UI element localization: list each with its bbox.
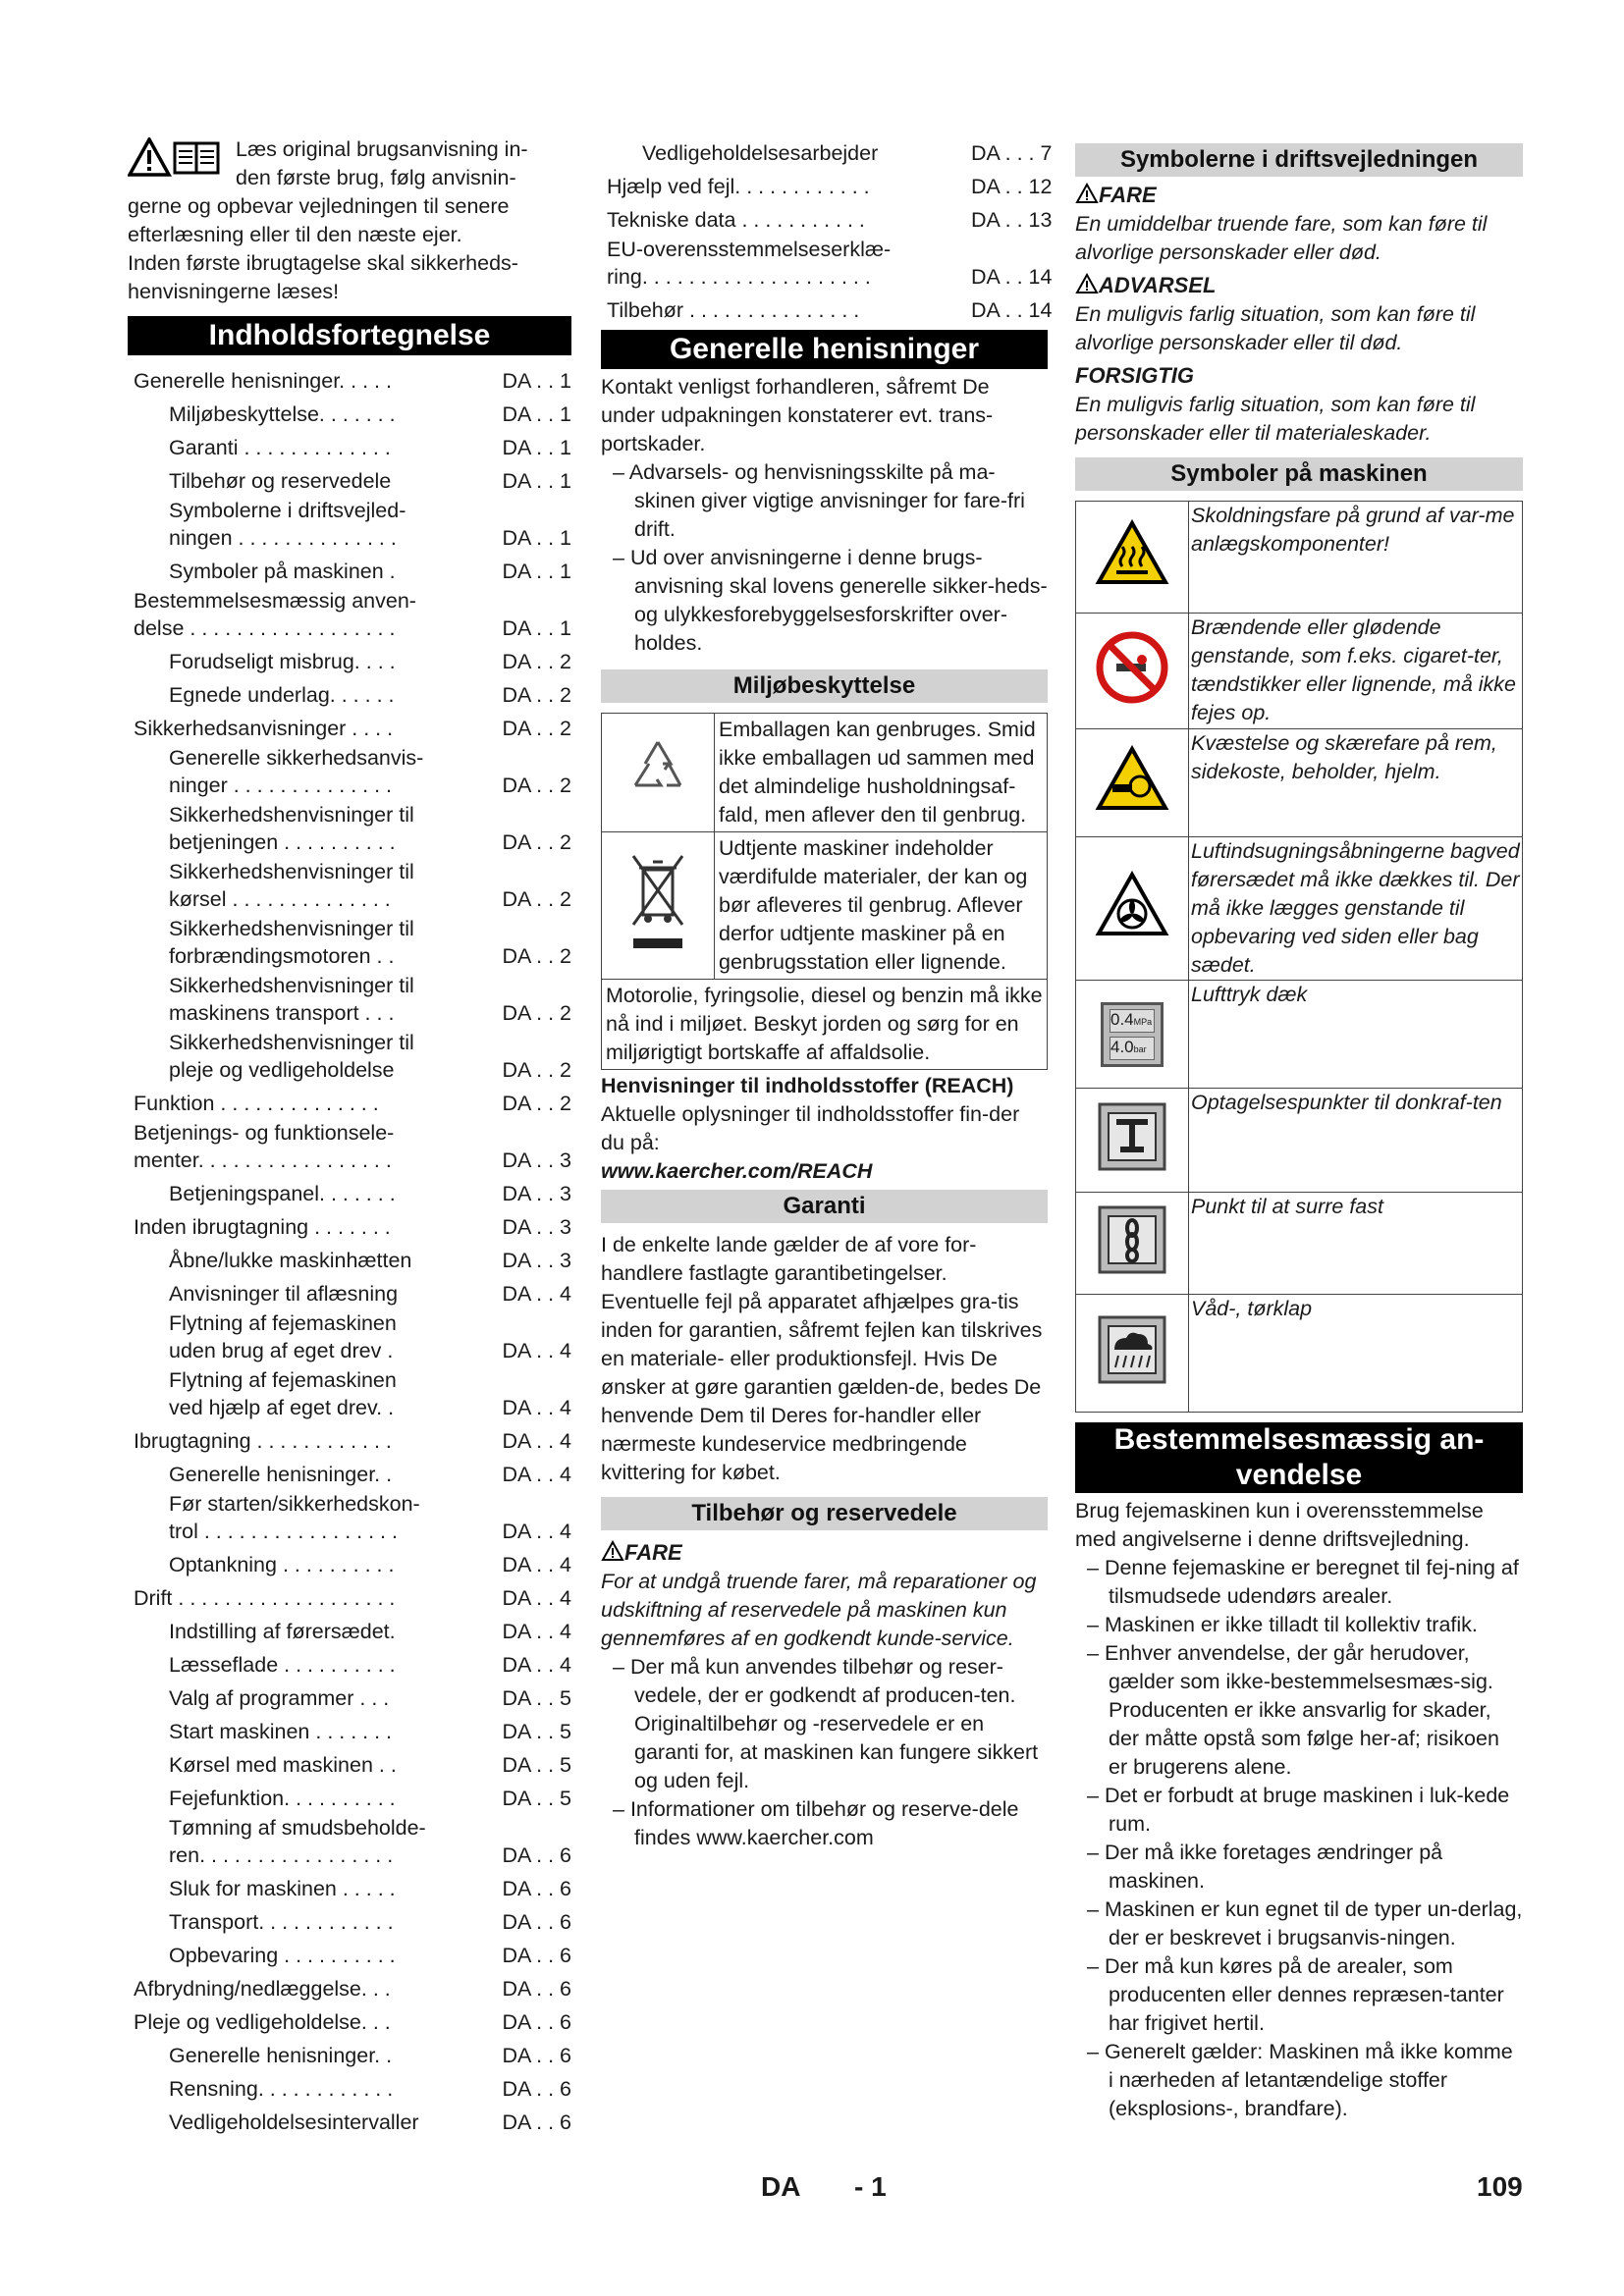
fare-text-label: FARE bbox=[1099, 183, 1157, 207]
toc-entry-line: Generelle henisninger. . bbox=[169, 2044, 393, 2067]
garanti-title: Garanti bbox=[601, 1190, 1048, 1223]
pressure-bar: 4.0 bbox=[1110, 1037, 1134, 1056]
toc-entry-page: DA . . 6 bbox=[502, 2077, 571, 2101]
list-item: – Det er forbudt at bruge maskinen i luk-kede rum. bbox=[1075, 1782, 1523, 1839]
toc-entry-line: Før starten/sikkerhedskon- bbox=[169, 1492, 420, 1516]
toc-entry-page: DA . . 5 bbox=[502, 1753, 571, 1777]
toc-entry-title bbox=[128, 681, 495, 709]
toc-entry-line: pleje og vedligeholdelse bbox=[169, 1058, 395, 1082]
column-middle bbox=[601, 135, 1053, 1852]
toc-entry[interactable] bbox=[128, 642, 571, 675]
tilbehor-title: Tilbehør og reservedele bbox=[601, 1497, 1048, 1530]
toc-entry-title bbox=[128, 467, 495, 495]
toc-entry-line: Flytning af fejemaskinen bbox=[169, 1368, 397, 1392]
toc-entry-title bbox=[128, 1551, 495, 1578]
toc-entry-line: menter. . . . . . . . . . . . . . . . . bbox=[134, 1148, 392, 1172]
footer-page-local: - 1 bbox=[854, 2171, 887, 2202]
toc-entry-page: DA . . 2 bbox=[502, 774, 571, 797]
toc-entry-line: uden brug af eget drev . bbox=[169, 1339, 394, 1362]
toc-entry-line: Fejefunktion. . . . . . . . . . bbox=[169, 1787, 396, 1810]
toc-entry[interactable] bbox=[128, 1084, 571, 1117]
toc-entry-line: Sikkerhedshenvisninger til bbox=[169, 860, 414, 883]
toc-entry[interactable] bbox=[128, 1364, 571, 1421]
toc-entry[interactable] bbox=[128, 709, 571, 742]
toc-entry-page: DA . . 3 bbox=[502, 1249, 571, 1272]
toc-entry-line: Vedligeholdelsesintervaller bbox=[169, 2110, 419, 2134]
toc-entry[interactable] bbox=[601, 167, 1053, 200]
toc-entry-line: Tilbehør og reservedele bbox=[169, 469, 392, 493]
toc-entry-page: DA . . 6 bbox=[502, 1877, 571, 1900]
toc-entry-title bbox=[128, 2109, 495, 2136]
toc-entry-title bbox=[128, 858, 495, 913]
sym-row2: Brændende eller glødende genstande, som f.eks. cigaret-ter, tændstikker eller lignende, må ikke fejes op. bbox=[1189, 614, 1523, 729]
toc-entry[interactable] bbox=[128, 1241, 571, 1274]
fare-text: En umiddelbar truende fare, som kan føre til alvorlige personskader eller død. bbox=[1075, 212, 1488, 264]
toc-entry-page: DA . . 6 bbox=[502, 1843, 571, 1867]
toc-entry[interactable] bbox=[128, 1578, 571, 1612]
toc-entry-title bbox=[128, 1975, 495, 2002]
no-burning-objects-icon bbox=[1076, 614, 1189, 729]
pressure-bar-unit: bar bbox=[1133, 1043, 1147, 1054]
toc-entry-line: ring. . . . . . . . . . . . . . . . . . . . bbox=[607, 265, 871, 289]
toc-entry-page: DA . . 6 bbox=[502, 2010, 571, 2034]
toc-entry-page: DA . . 6 bbox=[502, 1910, 571, 1934]
toc-entry-line: Afbrydning/nedlæggelse. . . bbox=[134, 1977, 391, 2001]
table-of-contents-cont bbox=[601, 133, 1053, 324]
toc-entry-line: Pleje og vedligeholdelse. . . bbox=[134, 2010, 391, 2034]
miljo-title: Miljøbeskyttelse bbox=[601, 669, 1048, 703]
reach-text: Aktuelle oplysninger til indholdsstoffer fin-der du på: bbox=[601, 1102, 1020, 1154]
bestemmelse-text: Brug fejemaskinen kun i overensstemmelse med angivelserne i denne driftsvejledning. bbox=[1075, 1499, 1484, 1551]
toc-entry-page: DA . . 5 bbox=[502, 1686, 571, 1710]
toc-entry[interactable] bbox=[128, 742, 571, 799]
toc-entry-title bbox=[128, 2075, 495, 2103]
symbolerne-title: Symbolerne i driftsvejledningen bbox=[1075, 143, 1523, 177]
tire-pressure-icon bbox=[1076, 981, 1189, 1089]
toc-entry-line: Symbolerne i driftsvejled- bbox=[169, 499, 406, 522]
toc-entry-line: Miljøbeskyttelse. . . . . . . bbox=[169, 402, 396, 426]
toc-entry-title bbox=[601, 296, 971, 324]
toc-entry-line: Betjenings- og funktionsele- bbox=[134, 1121, 395, 1145]
toc-entry-page: DA . . 3 bbox=[502, 1215, 571, 1239]
wet-dry-flap-icon bbox=[1076, 1295, 1189, 1413]
toc-entry-line: Bestemmelsesmæssig anven- bbox=[134, 589, 416, 613]
maskinen-title: Symboler på maskinen bbox=[1075, 457, 1523, 491]
fare-label bbox=[1075, 181, 1523, 210]
toc-entry-title bbox=[601, 139, 971, 167]
toc-entry[interactable] bbox=[128, 495, 571, 552]
toc-entry[interactable] bbox=[128, 1207, 571, 1241]
toc-entry-title bbox=[128, 1684, 495, 1712]
column-left bbox=[128, 135, 571, 2136]
recycle-icon bbox=[602, 714, 715, 832]
toc-entry-page: DA . . 1 bbox=[502, 616, 571, 640]
miljo-row2: Udtjente maskiner indeholder værdifulde materialer, der kan og bør afleveres til genbrug. Aflever derfor udtjente maskiner på en genbrugsstation eller lignende. bbox=[715, 832, 1048, 980]
toc-entry-line: Tømning af smudsbeholde- bbox=[169, 1816, 426, 1840]
toc-entry-page: DA . . 14 bbox=[971, 298, 1053, 322]
pressure-mpa: 0.4 bbox=[1110, 1009, 1134, 1029]
toc-entry-page: DA . . 4 bbox=[502, 1282, 571, 1306]
fan-warning-icon bbox=[1076, 837, 1189, 981]
toc-entry-line: Egnede underlag. . . . . . bbox=[169, 683, 395, 707]
toc-entry[interactable] bbox=[128, 799, 571, 856]
generelle-title: Generelle henisninger bbox=[601, 330, 1048, 369]
toc-entry-page: DA . . 2 bbox=[502, 1001, 571, 1025]
toc-entry[interactable] bbox=[128, 361, 571, 395]
toc-entry-line: Ibrugtagning . . . . . . . . . . . . bbox=[134, 1429, 392, 1453]
intro-text-2: Inden første ibrugtagelse skal sikkerheds-henvisningerne læses! bbox=[128, 251, 518, 303]
toc-entry-title bbox=[128, 1366, 495, 1421]
sym-row1: Skoldningsfare på grund af var-me anlægskomponenter! bbox=[1189, 502, 1523, 614]
sym-row7: Punkt til at surre fast bbox=[1189, 1193, 1523, 1295]
toc-entry[interactable] bbox=[128, 585, 571, 642]
toc-entry[interactable] bbox=[601, 200, 1053, 234]
toc-entry-page: DA . . 5 bbox=[502, 1787, 571, 1810]
toc-entry-page: DA . . 13 bbox=[971, 208, 1053, 232]
toc-entry-title bbox=[128, 2008, 495, 2036]
toc-entry-line: Generelle henisninger. . bbox=[169, 1463, 393, 1486]
toc-entry-page: DA . . 4 bbox=[502, 1586, 571, 1610]
advarsel-text: En muligvis farlig situation, som kan føre til alvorlige personskader eller til død. bbox=[1075, 302, 1476, 354]
toc-entry-title bbox=[128, 1651, 495, 1679]
toc-entry-line: ved hjælp af eget drev. . bbox=[169, 1396, 395, 1419]
toc-entry-line: Generelle sikkerhedsanvis- bbox=[169, 746, 424, 770]
toc-entry-line: Forudseligt misbrug. . . . bbox=[169, 650, 396, 673]
sym-row8: Våd-, tørklap bbox=[1189, 1295, 1523, 1413]
toc-entry-title bbox=[128, 1718, 495, 1745]
toc-entry[interactable] bbox=[128, 552, 571, 585]
toc-entry-line: Start maskinen . . . . . . . bbox=[169, 1720, 393, 1743]
toc-entry-title bbox=[128, 972, 495, 1027]
toc-entry-title bbox=[128, 1090, 495, 1117]
table-of-contents bbox=[128, 361, 571, 2136]
toc-entry-title bbox=[128, 648, 495, 675]
toc-entry[interactable] bbox=[128, 1969, 571, 2002]
toc-entry-title bbox=[601, 206, 971, 234]
pressure-mpa-unit: MPa bbox=[1133, 1016, 1153, 1027]
toc-entry[interactable] bbox=[128, 461, 571, 495]
toc-entry-line: Åbne/lukke maskinhætten bbox=[169, 1249, 412, 1272]
toc-entry[interactable] bbox=[128, 1027, 571, 1084]
list-item: – Der må ikke foretages ændringer på maskinen. bbox=[1075, 1839, 1523, 1896]
hot-surface-icon bbox=[1076, 502, 1189, 614]
toc-entry-page: DA . . 14 bbox=[971, 265, 1053, 289]
toc-entry-line: Sluk for maskinen . . . . . bbox=[169, 1877, 396, 1900]
toc-entry-page: DA . . 2 bbox=[502, 717, 571, 740]
warning-triangle-icon bbox=[1075, 273, 1099, 294]
reach-link[interactable]: www.kaercher.com/REACH bbox=[601, 1159, 873, 1183]
toc-entry-line: Betjeningspanel. . . . . . . bbox=[169, 1182, 396, 1205]
sym-row3: Kvæstelse og skærefare på rem, sidekoste, beholder, hjelm. bbox=[1189, 729, 1523, 837]
toc-entry[interactable] bbox=[128, 913, 571, 970]
toc-entry-page: DA . . 2 bbox=[502, 887, 571, 911]
toc-entry-page: DA . . . 7 bbox=[971, 141, 1053, 165]
toc-entry[interactable] bbox=[128, 1869, 571, 1902]
toc-entry[interactable] bbox=[128, 1679, 571, 1712]
list-item: – Denne fejemaskine er beregnet til fej-ning af tilsmudsede udendørs arealer. bbox=[1075, 1554, 1523, 1611]
toc-entry-line: ren. . . . . . . . . . . . . . . . . bbox=[169, 1843, 394, 1867]
toc-entry[interactable] bbox=[128, 1902, 571, 1936]
list-item: – Der må kun køres på de arealer, som producenten eller dennes repræsen-tanter har frigivet hertil. bbox=[1075, 1952, 1523, 2038]
toc-entry[interactable] bbox=[601, 133, 1053, 167]
toc-entry-title bbox=[128, 1309, 495, 1364]
toc-entry-title bbox=[128, 434, 495, 461]
toc-entry-title bbox=[128, 558, 495, 585]
toc-entry-title bbox=[128, 1584, 495, 1612]
toc-title: Indholdsfortegnelse bbox=[128, 316, 571, 355]
forsigtig-text: En muligvis farlig situation, som kan føre til personskader eller til materialeskader. bbox=[1075, 393, 1476, 445]
toc-entry-page: DA . . 4 bbox=[502, 1553, 571, 1576]
column-right bbox=[1075, 143, 1523, 2123]
intro-line2: den første brug, følg anvisnin- bbox=[236, 166, 516, 189]
toc-entry-page: DA . . 2 bbox=[502, 650, 571, 673]
toc-entry-page: DA . . 3 bbox=[502, 1148, 571, 1172]
toc-entry[interactable] bbox=[128, 1117, 571, 1174]
footer-page-number: 109 bbox=[1477, 2171, 1523, 2202]
list-item: – Maskinen er ikke tilladt til kollektiv trafik. bbox=[1075, 1611, 1523, 1639]
toc-entry-title bbox=[128, 715, 495, 742]
toc-entry-title bbox=[128, 1213, 495, 1241]
list-item: – Advarsels- og henvisningsskilte på ma-skinen giver vigtige anvisninger for fare-fri drift. bbox=[601, 458, 1048, 544]
toc-entry-line: delse . . . . . . . . . . . . . . . . . . bbox=[134, 616, 396, 640]
toc-entry-line: EU-overensstemmelseserklæ- bbox=[607, 238, 892, 261]
toc-entry[interactable] bbox=[128, 428, 571, 461]
toc-entry[interactable] bbox=[128, 1745, 571, 1779]
toc-entry-line: Kørsel med maskinen . . bbox=[169, 1753, 397, 1777]
bestemmelse-list bbox=[1075, 1554, 1523, 2123]
toc-entry-line: Læsseflade . . . . . . . . . . bbox=[169, 1653, 396, 1677]
toc-entry-page: DA . . 4 bbox=[502, 1396, 571, 1419]
toc-entry-page: DA . . 4 bbox=[502, 1620, 571, 1643]
toc-entry[interactable] bbox=[128, 970, 571, 1027]
toc-entry-title bbox=[128, 1942, 495, 1969]
toc-entry-line: Garanti . . . . . . . . . . . . . bbox=[169, 436, 391, 459]
toc-entry[interactable] bbox=[128, 2103, 571, 2136]
tie-down-point-icon bbox=[1076, 1193, 1189, 1295]
toc-entry[interactable] bbox=[128, 1812, 571, 1869]
intro-text: gerne og opbevar vejledningen til senere efterlæsning eller til den næste ejer. bbox=[128, 194, 510, 246]
toc-entry[interactable] bbox=[128, 395, 571, 428]
reach-title: Henvisninger til indholdsstoffer (REACH) bbox=[601, 1074, 1014, 1097]
list-item: – Generelt gælder: Maskinen må ikke komme i nærheden af letantændelige stoffer (eksplosions-, brandfare). bbox=[1075, 2038, 1523, 2123]
tilbehor-list bbox=[601, 1653, 1048, 1852]
toc-entry-title bbox=[128, 1029, 495, 1084]
toc-entry[interactable] bbox=[601, 291, 1053, 324]
toc-entry-title bbox=[128, 497, 495, 552]
footer-lang: DA bbox=[761, 2171, 801, 2202]
toc-entry-page: DA . . 2 bbox=[502, 830, 571, 854]
toc-entry-page: DA . . 1 bbox=[502, 402, 571, 426]
toc-entry[interactable] bbox=[128, 675, 571, 709]
toc-entry-page: DA . . 4 bbox=[502, 1463, 571, 1486]
list-item: – Ud over anvisningerne i denne brugs-anvisning skal lovens generelle sikker-heds- og ulykkesforebyggelsesforskrifter over-holdes. bbox=[601, 544, 1048, 658]
toc-entry-title bbox=[128, 1119, 495, 1174]
list-item: – Informationer om tilbehør og reserve-dele findes www.kaercher.com bbox=[601, 1795, 1048, 1852]
toc-entry-title bbox=[128, 915, 495, 970]
tilbehor-warning-text: For at undgå truende farer, må reparationer og udskiftning af reservedele på maskinen kun gennemføres af en godkendt kunde-service. bbox=[601, 1570, 1037, 1650]
generelle-list bbox=[601, 458, 1048, 658]
toc-entry[interactable] bbox=[128, 856, 571, 913]
toc-entry-title bbox=[128, 1908, 495, 1936]
toc-entry[interactable] bbox=[128, 1455, 571, 1488]
warning-book-icon bbox=[128, 137, 224, 179]
miljo-table bbox=[601, 713, 1048, 1070]
toc-entry-line: ningen . . . . . . . . . . . . . . bbox=[169, 526, 397, 550]
toc-entry-line: Valg af programmer . . . bbox=[169, 1686, 390, 1710]
toc-entry-title bbox=[128, 1461, 495, 1488]
toc-entry[interactable] bbox=[128, 1274, 571, 1308]
toc-entry-line: Flytning af fejemaskinen bbox=[169, 1311, 397, 1335]
toc-entry[interactable] bbox=[128, 1612, 571, 1645]
toc-entry-page: DA . . 1 bbox=[502, 436, 571, 459]
advarsel-text-label: ADVARSEL bbox=[1099, 273, 1217, 297]
miljo-row1: Emballagen kan genbruges. Smid ikke emballagen ud sammen med det almindelige husholdningsaf-fald, men aflever den til genbrug. bbox=[715, 714, 1048, 832]
toc-entry-page: DA . . 2 bbox=[502, 683, 571, 707]
list-item: – Maskinen er kun egnet til de typer un-derlag, der er beskrevet i brugsanvis-ningen. bbox=[1075, 1896, 1523, 1952]
toc-entry-line: Tekniske data . . . . . . . . . . . bbox=[607, 208, 865, 232]
toc-entry-page: DA . . 1 bbox=[502, 469, 571, 493]
toc-entry[interactable] bbox=[128, 1174, 571, 1207]
list-item: – Der må kun anvendes tilbehør og reser-vedele, der er godkendt af producen-ten. Originaltilbehør og -reservedele er en garanti for, at maskinen kan fungere sikkert og uden fejl. bbox=[601, 1653, 1048, 1795]
toc-entry-title bbox=[128, 1785, 495, 1812]
miljo-row3: Motorolie, fyringsolie, diesel og benzin må ikke nå ind i miljøet. Beskyt jorden og sørg for en miljørigtigt bortskaffe af affaldsolie. bbox=[602, 980, 1048, 1070]
toc-entry[interactable] bbox=[128, 1488, 571, 1545]
toc-entry[interactable] bbox=[128, 1936, 571, 1969]
toc-entry-line: forbrændingsmotoren . . bbox=[169, 944, 395, 968]
toc-entry-line: ninger . . . . . . . . . . . . . . bbox=[169, 774, 393, 797]
sym-row5: Lufttryk dæk bbox=[1189, 981, 1523, 1089]
intro-line1: Læs original brugsanvisning in- bbox=[236, 137, 528, 161]
toc-entry-page: DA . . 6 bbox=[502, 2044, 571, 2067]
toc-entry-line: Optankning . . . . . . . . . . bbox=[169, 1553, 395, 1576]
sym-row6: Optagelsespunkter til donkraf-ten bbox=[1189, 1089, 1523, 1193]
toc-entry-line: Rensning. . . . . . . . . . . . bbox=[169, 2077, 394, 2101]
toc-entry-page: DA . . 4 bbox=[502, 1339, 571, 1362]
toc-entry-title bbox=[128, 1427, 495, 1455]
bestemmelse-title: Bestemmelsesmæssig an-vendelse bbox=[1075, 1422, 1523, 1493]
toc-entry-line: trol . . . . . . . . . . . . . . . . . bbox=[169, 1520, 398, 1543]
toc-entry-title bbox=[601, 236, 971, 291]
toc-entry-title bbox=[128, 1180, 495, 1207]
toc-entry-title bbox=[128, 1814, 495, 1869]
toc-entry-page: DA . . 5 bbox=[502, 1720, 571, 1743]
toc-entry-line: kørsel . . . . . . . . . . . . . . bbox=[169, 887, 391, 911]
crush-hazard-icon bbox=[1076, 729, 1189, 837]
toc-entry[interactable] bbox=[128, 1645, 571, 1679]
toc-entry-title bbox=[128, 1751, 495, 1779]
toc-entry[interactable] bbox=[128, 1779, 571, 1812]
toc-entry-title bbox=[128, 1490, 495, 1545]
toc-entry-line: Inden ibrugtagning . . . . . . . bbox=[134, 1215, 391, 1239]
toc-entry[interactable] bbox=[128, 2036, 571, 2069]
toc-entry[interactable] bbox=[128, 1545, 571, 1578]
toc-entry-line: Sikkerhedsanvisninger . . . . bbox=[134, 717, 394, 740]
toc-entry-line: Generelle henisninger. . . . . bbox=[134, 369, 392, 393]
toc-entry-line: Funktion . . . . . . . . . . . . . . bbox=[134, 1092, 379, 1115]
waste-bin-crossed-icon bbox=[602, 832, 715, 980]
list-item: – Enhver anvendelse, der går herudover, gælder som ikke-bestemmelsesmæs-sig. Producenten er ikke ansvarlig for skader, der måtte opstå som følge her-af; risikoen er brugerens alene. bbox=[1075, 1639, 1523, 1782]
tilbehor-warning bbox=[601, 1538, 1048, 1568]
toc-entry-page: DA . . 4 bbox=[502, 1429, 571, 1453]
toc-entry[interactable] bbox=[128, 1421, 571, 1455]
toc-entry-page: DA . . 6 bbox=[502, 2110, 571, 2134]
toc-entry[interactable] bbox=[128, 2069, 571, 2103]
warning-triangle-icon bbox=[1075, 183, 1099, 204]
toc-entry-page: DA . . 6 bbox=[502, 1944, 571, 1967]
toc-entry-line: Tilbehør . . . . . . . . . . . . . . . bbox=[607, 298, 860, 322]
sym-row4: Luftindsugningsåbningerne bagved førersædet må ikke dækkes til. Der må ikke lægges genstande til opbevaring ved siden eller bag sædet. bbox=[1189, 837, 1523, 981]
toc-entry-line: Drift . . . . . . . . . . . . . . . . . . . bbox=[134, 1586, 396, 1610]
toc-entry-page: DA . . 1 bbox=[502, 560, 571, 583]
toc-entry-line: Sikkerhedshenvisninger til bbox=[169, 917, 414, 940]
toc-entry-page: DA . . 4 bbox=[502, 1653, 571, 1677]
toc-entry-title bbox=[128, 400, 495, 428]
toc-entry-line: Sikkerhedshenvisninger til bbox=[169, 803, 414, 827]
toc-entry[interactable] bbox=[128, 1712, 571, 1745]
toc-entry-title bbox=[128, 1875, 495, 1902]
garanti-text: I de enkelte lande gælder de af vore for-handlere fastlagte garantibetingelser. Eventuelle fejl på apparatet afhjælpes gra-tis inden for garantien, såfremt fejlen kan tilskrives en materiale- eller produktionsfejl. Hvis De ønsker at gøre garantien gælden-de, bedes De henvende Dem til Deres for-handler eller nærmeste kundeservice medbringende kvittering for købet. bbox=[601, 1233, 1043, 1484]
forsigtig-label: FORSIGTIG bbox=[1075, 363, 1194, 388]
toc-entry-title bbox=[128, 744, 495, 799]
jack-point-icon bbox=[1076, 1089, 1189, 1193]
warning-label: FARE bbox=[624, 1540, 682, 1565]
toc-entry-line: Opbevaring . . . . . . . . . . bbox=[169, 1944, 396, 1967]
toc-entry-line: betjeningen . . . . . . . . . . bbox=[169, 830, 396, 854]
toc-entry-line: Hjælp ved fejl. . . . . . . . . . . . bbox=[607, 175, 870, 198]
toc-entry-page: DA . . 3 bbox=[502, 1182, 571, 1205]
toc-entry-page: DA . . 1 bbox=[502, 369, 571, 393]
toc-entry-page: DA . . 2 bbox=[502, 944, 571, 968]
toc-entry-title bbox=[128, 587, 495, 642]
toc-entry-page: DA . . 4 bbox=[502, 1520, 571, 1543]
toc-entry-title bbox=[128, 1247, 495, 1274]
advarsel-label bbox=[1075, 271, 1523, 300]
intro bbox=[128, 135, 571, 306]
toc-entry-page: DA . . 12 bbox=[971, 175, 1053, 198]
toc-entry-page: DA . . 2 bbox=[502, 1058, 571, 1082]
generelle-text: Kontakt venligst forhandleren, såfremt De under udpakningen konstaterer evt. trans-portskader. bbox=[601, 375, 994, 455]
toc-entry[interactable] bbox=[128, 1308, 571, 1364]
toc-entry-page: DA . . 1 bbox=[502, 526, 571, 550]
toc-entry-title bbox=[128, 801, 495, 856]
toc-entry-line: Sikkerhedshenvisninger til bbox=[169, 974, 414, 997]
toc-entry-line: Transport. . . . . . . . . . . . bbox=[169, 1910, 394, 1934]
toc-entry-line: Symboler på maskinen . bbox=[169, 560, 396, 583]
toc-entry-line: Sikkerhedshenvisninger til bbox=[169, 1031, 414, 1054]
toc-entry-title bbox=[128, 367, 495, 395]
toc-entry-page: DA . . 6 bbox=[502, 1977, 571, 2001]
toc-entry-line: Indstilling af førersædet. bbox=[169, 1620, 396, 1643]
toc-entry[interactable] bbox=[128, 2002, 571, 2036]
toc-entry-line: Vedligeholdelsesarbejder bbox=[642, 141, 879, 165]
warning-triangle-icon bbox=[601, 1540, 624, 1562]
toc-entry-page: DA . . 2 bbox=[502, 1092, 571, 1115]
toc-entry[interactable] bbox=[601, 234, 1053, 291]
toc-entry-title bbox=[128, 1618, 495, 1645]
toc-entry-title bbox=[128, 2042, 495, 2069]
maskinen-table bbox=[1075, 501, 1523, 1413]
toc-entry-title bbox=[601, 173, 971, 200]
toc-entry-line: maskinens transport . . . bbox=[169, 1001, 395, 1025]
toc-entry-title bbox=[128, 1280, 495, 1308]
toc-entry-line: Anvisninger til aflæsning bbox=[169, 1282, 399, 1306]
